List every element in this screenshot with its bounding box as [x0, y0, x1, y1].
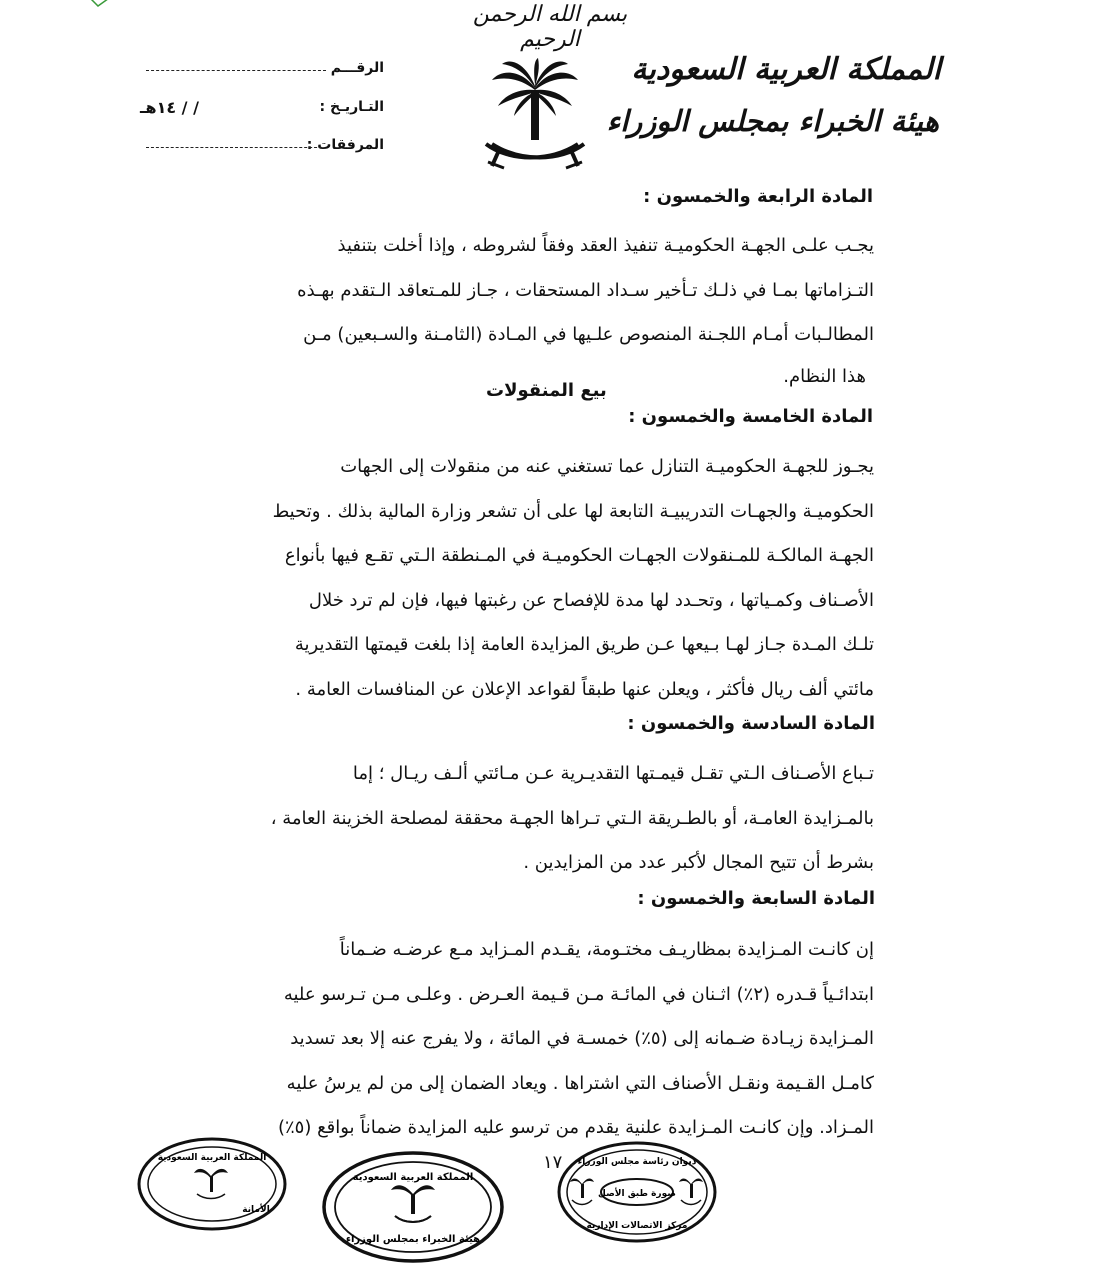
text-line: يجـب علـى الجهـة الحكوميـة تنفيذ العقد وفقاً لشروطه ، وإذا أخلت بتنفيذ — [337, 235, 874, 256]
kingdom-secretariat-seal-icon — [136, 1136, 288, 1232]
text-line: المـزاد. وإن كانـت المـزايدة علنية يقدم من ترسو عليه المزايدة ضماناً بواقع (٥٪) — [277, 1117, 874, 1138]
svg-text:هيئة الخبراء بمجلس الوزراء: هيئة الخبراء بمجلس الوزراء — [345, 1234, 481, 1245]
text-line: الحكوميـة والجهـات التدريبيـة التابعة لها على أن تشعر وزارة المالية بذلك . وتحيط — [272, 500, 874, 522]
article-heading: المادة الخامسة والخمسون : — [628, 406, 873, 427]
organization-name: المملكة العربية السعودية — [631, 52, 941, 87]
article-heading: المادة السادسة والخمسون : — [627, 713, 875, 734]
article-body — [218, 752, 874, 886]
svg-text:الأمانة: الأمانة — [242, 1205, 270, 1215]
article-body — [218, 224, 874, 358]
article-body — [218, 445, 874, 712]
ref-number-line — [146, 70, 326, 71]
text-line: بالمـزايدة العامـة، أو بالطـريقة الـتي تـراها الجهـة محققة لمصلحة الخزينة العامة ، — [270, 807, 874, 829]
text-line: إن كانـت المـزايدة بمظاريـف مختـومة، يقـدم المـزايد مـع عرضـه ضـماناً — [339, 939, 874, 960]
svg-text:صورة طبق الأصل: صورة طبق الأصل — [598, 1189, 676, 1199]
text-line: الأصـناف وكمـياتها ، وتحـدد لها مدة للإفصاح عن رغبتها فيها، فإن لم ترد خلال — [308, 589, 874, 611]
ref-date-label: التـاريـخ : — [319, 99, 384, 115]
svg-text:مركز الاتصالات الإدارية: مركز الاتصالات الإدارية — [586, 1221, 688, 1231]
palm-and-swords-emblem-icon — [480, 58, 590, 176]
text-line: تـباع الأصـناف الـتي تقـل قيمـتها التقديـرية عـن مـائتي ألـف ريـال ؛ إما — [352, 763, 874, 784]
section-title: بيع المنقولات — [486, 380, 607, 401]
svg-text:ديوان رئاسة مجلس الوزراء: ديوان رئاسة مجلس الوزراء — [577, 1157, 697, 1167]
text-line: كامـل القـيمة ونقـل الأصناف التي اشتراها . ويعاد الضمان إلى من لم يرسُ عليه — [286, 1072, 874, 1094]
text-line: ابتدائـياً قـدره (٢٪) اثـنان في المائـة مـن قـيمة العـرض . وعلـى مـن تـرسو عليه — [283, 983, 874, 1005]
text-line: بشرط أن تتيح المجال لأكبر عدد من المزايدين . — [523, 852, 874, 873]
basmala: بسم الله الرحمن الرحيم — [472, 2, 628, 52]
text-line: التـزاماتها بمـا في ذلـك تـأخير سـداد المستحقات ، جـاز للمـتعاقد الـتقدم بهـذه — [297, 279, 874, 301]
svg-text:المملكة العربية السعودية: المملكة العربية السعودية — [352, 1172, 474, 1183]
text-line: يجـوز للجهـة الحكوميـة التنازل عما تستغني عنه من منقولات إلى الجهات — [340, 456, 874, 477]
text-line: الجهـة المالكـة للمـنقولات الجهـات الحكوميـة في المـنطقة الـتي تقـع فيها بأنواع — [284, 545, 874, 566]
page-number: ١٧ — [543, 1152, 563, 1173]
text-line: تلـك المـدة جـاز لهـا بـيعها عـن طريق المزايدة العامة إذا بلغت قيمتها التقديرية — [294, 634, 874, 655]
text-line: مائتي ألف ريال فأكثر ، ويعلن عنها طبقاً لقواعد الإعلان عن المنافسات العامة . — [295, 678, 874, 700]
ref-attachments-line — [146, 147, 322, 148]
article-body — [218, 928, 874, 1151]
text-line: المـزايدة زيـادة ضـمانه إلى (٥٪) خمسـة في المائة ، ولا يفرج عنه إلا بعد تسديد — [290, 1028, 874, 1049]
svg-text:المملكة العربية السعودية: المملكة العربية السعودية — [157, 1153, 267, 1163]
ref-date-value: / / ١٤هـ — [140, 98, 199, 117]
copy-certification-seal-icon — [556, 1140, 718, 1244]
ref-number-label: الرقـــم — [330, 60, 384, 76]
experts-commission-seal-icon — [321, 1150, 505, 1264]
article-heading: المادة الرابعة والخمسون : — [643, 186, 873, 207]
organization-subname: هيئة الخبراء بمجلس الوزراء — [606, 104, 939, 138]
ref-attachments-label: المرفقات : — [306, 137, 384, 153]
article-heading: المادة السابعة والخمسون : — [637, 888, 875, 909]
text-line: هذا النظام. — [783, 366, 866, 387]
corner-check-mark — [88, 0, 114, 10]
text-line: المطالـبات أمـام اللجـنة المنصوص علـيها في المـادة (الثامـنة والسـبعين) مـن — [303, 324, 874, 345]
